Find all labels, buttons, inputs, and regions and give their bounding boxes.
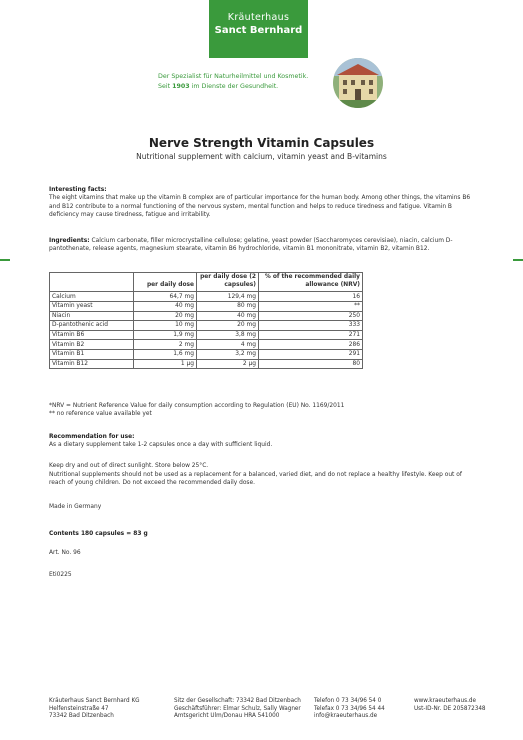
- table-cell: 16: [259, 292, 363, 302]
- footer-line: Telefon 0 73 34/96 54 0: [314, 698, 382, 704]
- table-cell: Vitamin B1: [50, 349, 134, 359]
- footer-web: [414, 698, 486, 713]
- table-cell: 20 mg: [134, 311, 197, 321]
- table-cell: 271: [259, 330, 363, 340]
- table-header: per daily dose: [134, 273, 197, 292]
- table-cell: 40 mg: [134, 302, 197, 312]
- table-cell: 2 mg: [134, 340, 197, 350]
- table-row: [50, 292, 363, 302]
- table-header: % of the recommended daily allowance (NRV): [259, 273, 363, 292]
- table-header-row: [50, 273, 363, 292]
- table-header: [50, 273, 134, 292]
- ingredients-text: Calcium carbonate, filler microcrystalline cellulose; gelatine, yeast powder (Saccharomyces cerevisiae), niacin, calcium D-pantothenate, release agents, magnesium stearate, vitamin B6 hydrochloride, vitamin B1 mononitrate, vitamin B2, vitamin B12.: [49, 238, 453, 253]
- table-cell: D-pantothenic acid: [50, 321, 134, 331]
- ingredients-heading: Ingredients:: [49, 238, 90, 244]
- table-cell: 10 mg: [134, 321, 197, 331]
- table-cell: Calcium: [50, 292, 134, 302]
- eti-code: Eti0225: [49, 572, 72, 578]
- warning-text: Nutritional supplements should not be used as a replacement for a balanced, varied diet, and do not replace a healthy lifestyle. Keep out of reach of young children. Do not exceed the recommended daily dose.: [49, 472, 462, 487]
- footer-line: 73342 Bad Ditzenbach: [49, 713, 114, 720]
- product-title: Nerve Strength Vitamin Capsules: [148, 136, 375, 150]
- recommendation-section: [49, 433, 474, 450]
- brand-logo: [209, 0, 308, 58]
- table-cell: 20 mg: [197, 321, 259, 331]
- table-cell: 4 mg: [197, 340, 259, 350]
- facts-heading: Interesting facts:: [49, 187, 107, 193]
- product-subtitle: Nutritional supplement with calcium, vitamin yeast and B-vitamins: [136, 152, 387, 161]
- table-cell: Vitamin B12: [50, 359, 134, 369]
- table-cell: 1,6 mg: [134, 349, 197, 359]
- tagline-line1: Der Spezialist für Naturheilmittel und Kosmetik.: [158, 73, 309, 80]
- storage-text: Keep dry and out of direct sunlight. Store below 25°C.: [49, 463, 209, 469]
- footer-line: Ust-ID-Nr. DE 205872348: [414, 705, 486, 712]
- nrv-note: *NRV = Nutrient Reference Value for daily consumption according to Regulation (EU) No. 1169/2011: [49, 403, 345, 409]
- contents-text: Contents 180 capsules = 83 g: [49, 531, 148, 537]
- no-reference-note: ** no reference value available yet: [49, 411, 152, 418]
- table-cell: 3,2 mg: [197, 349, 259, 359]
- recommendation-heading: Recommendation for use:: [49, 434, 135, 440]
- table-row: [50, 311, 363, 321]
- table-row: [50, 349, 363, 359]
- table-row: [50, 302, 363, 312]
- footer-line: Telefax 0 73 34/96 54 44: [314, 705, 385, 712]
- table-notes: [49, 402, 474, 419]
- recommendation-text: As a dietary supplement take 1-2 capsules once a day with sufficient liquid.: [49, 442, 273, 449]
- footer-line: Geschäftsführer: Elmar Schulz, Sally Wagner: [174, 705, 301, 712]
- brand-name-line1: Kräuterhaus: [227, 12, 290, 23]
- origin-text: Made in Germany: [49, 504, 102, 510]
- table-cell: 129,4 mg: [197, 292, 259, 302]
- facts-text: The eight vitamins that make up the vitamin B complex are of particular importance for the human body. Among other things, the vitamins B6 and B12 contribute to a normal functioning of the nervous system, mental function and helps to reduce tiredness and fatigue. Vitamin B deficiency may cause tiredness, fatigue and irritability.: [49, 195, 471, 219]
- footer-line: Sitz der Gesellschaft: 73342 Bad Ditzenbach: [174, 698, 301, 704]
- ingredients-section: [49, 237, 474, 254]
- footer-line: Amtsgericht Ulm/Donau HRA 541000: [174, 713, 280, 720]
- table-cell: 250: [259, 311, 363, 321]
- facts-section: [49, 186, 474, 220]
- table-cell: 3,8 mg: [197, 330, 259, 340]
- footer-company: [49, 698, 140, 721]
- table-cell: 80 mg: [197, 302, 259, 312]
- brand-tagline: [158, 72, 308, 92]
- tagline-year: 1903: [172, 83, 190, 90]
- table-cell: 40 mg: [197, 311, 259, 321]
- footer-contact: [314, 698, 385, 721]
- table-cell: Vitamin B2: [50, 340, 134, 350]
- footer-website-link[interactable]: www.kraeuterhaus.de: [414, 698, 477, 704]
- footer-registry: [174, 698, 301, 721]
- table-cell: 2 µg: [197, 359, 259, 369]
- table-cell: 64,7 mg: [134, 292, 197, 302]
- table-row: [50, 330, 363, 340]
- table-cell: Vitamin B6: [50, 330, 134, 340]
- table-header: per daily dose (2 capsules): [197, 273, 259, 292]
- table-row: [50, 340, 363, 350]
- table-cell: Niacin: [50, 311, 134, 321]
- footer-line: Helfensteinstraße 47: [49, 705, 109, 712]
- table-cell: 1 µg: [134, 359, 197, 369]
- article-number: Art. No. 96: [49, 550, 81, 556]
- margin-mark-left: [0, 259, 10, 261]
- nutrition-table: [49, 272, 363, 369]
- table-cell: 80: [259, 359, 363, 369]
- table-cell: 333: [259, 321, 363, 331]
- table-row: [50, 359, 363, 369]
- tagline-line2: Seit 1903 im Dienste der Gesundheit.: [158, 83, 279, 90]
- footer-line: Kräuterhaus Sanct Bernhard KG: [49, 698, 140, 704]
- table-cell: 291: [259, 349, 363, 359]
- building-photo: [333, 58, 383, 108]
- table-cell: 286: [259, 340, 363, 350]
- table-row: [50, 321, 363, 331]
- table-cell: 1,9 mg: [134, 330, 197, 340]
- brand-name-line2: Sanct Bernhard: [214, 25, 303, 36]
- footer-email-link[interactable]: info@kraeuterhaus.de: [314, 713, 378, 720]
- table-cell: Vitamin yeast: [50, 302, 134, 312]
- table-cell: **: [259, 302, 363, 312]
- margin-mark-right: [513, 259, 523, 261]
